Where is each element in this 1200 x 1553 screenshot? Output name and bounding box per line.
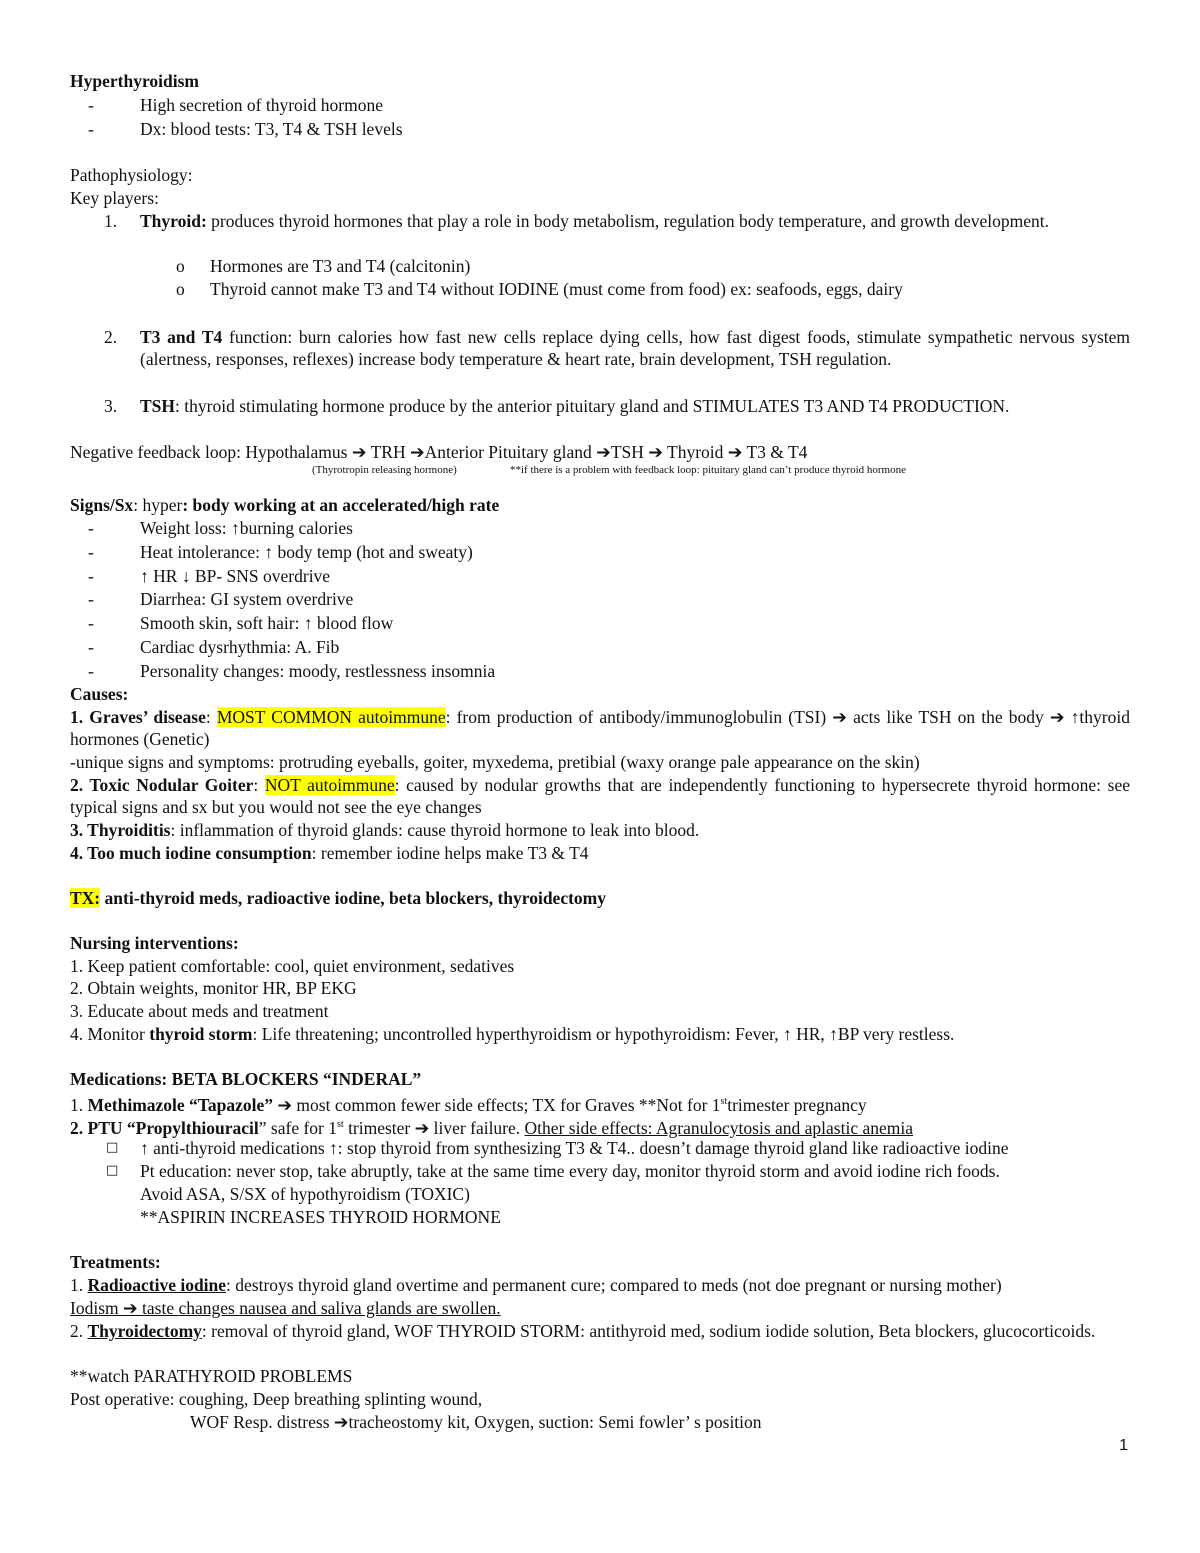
page-number: 1 (1119, 1437, 1128, 1454)
med-bullet-continued: **ASPIRIN INCREASES THYROID HORMONE (140, 1207, 501, 1227)
list-number: 2. (104, 327, 118, 347)
page-title: Hyperthyroidism (70, 71, 199, 91)
list-number: 3. (104, 396, 118, 416)
nursing-item: 3. Educate about meds and treatment (70, 1001, 329, 1021)
tx-line: TX: anti-thyroid meds, radioactive iodine, beta blockers, thyroidectomy (70, 888, 606, 908)
sub-item: Hormones are T3 and T4 (calcitonin) (210, 256, 471, 276)
cause-graves: 1. Graves’ disease: MOST COMMON autoimmune: from production of antibody/immunoglobulin (TSI) ➔ acts like TSH on the body ➔ ↑thyroid hormones (Genetic) (70, 707, 1130, 749)
nursing-heading: Nursing interventions: (70, 933, 239, 953)
treatment-watch: **watch PARATHYROID PROBLEMS (70, 1366, 353, 1386)
key-players-label: Key players: (70, 188, 159, 208)
sub-item: Thyroid cannot make T3 and T4 without IODINE (must come from food) ex: seafoods, eggs, dairy (210, 279, 903, 299)
cause-graves-extra: -unique signs and symptoms: protruding eyeballs, goiter, myxedema, pretibial (waxy orange pale appearance on the skin) (70, 752, 920, 772)
medications-heading: Medications: BETA BLOCKERS “INDERAL” (70, 1069, 422, 1089)
nursing-item: 1. Keep patient comfortable: cool, quiet environment, sedatives (70, 956, 515, 976)
key-player-t3-t4: T3 and T4 function: burn calories how fast new cells replace dying cells, how fast digest foods, stimulate sympathetic nervous system (alertness, responses, reflexes) increase body temperature & heart rate, brain development, TSH regulation. (140, 327, 1131, 369)
feedback-note-trh: (Thyrotropin releasing hormone) (312, 464, 457, 476)
bullet-marker: □ (106, 1163, 119, 1178)
treatment-thyroidectomy: 2. Thyroidectomy: removal of thyroid gland, WOF THYROID STORM: antithyroid med, sodium iodide solution, Beta blockers, glucocorticoids. (70, 1321, 1096, 1341)
sub-bullet-marker: o (176, 256, 185, 276)
list-number: 1. (104, 211, 118, 231)
key-player-tsh: TSH: thyroid stimulating hormone produce by the anterior pituitary gland and STIMULATES T3 AND T4 PRODUCTION. (140, 396, 1010, 416)
med-bullet: ↑ anti-thyroid medications ↑: stop thyroid from synthesizing T3 & T4.. doesn’t damage thyroid gland like radioactive iodine (140, 1138, 1009, 1158)
causes-heading: Causes: (70, 684, 129, 704)
treatment-postop: Post operative: coughing, Deep breathing splinting wound, (70, 1389, 483, 1409)
treatment-iodism: Iodism ➔ taste changes nausea and saliva glands are swollen. (70, 1298, 501, 1318)
cause-toxic-goiter: 2. Toxic Nodular Goiter: NOT autoimmune: caused by nodular growths that are independently functioning to hypersecrete thyroid hormone: see typical signs and sx but you would not see the eye changes (70, 775, 1130, 817)
feedback-note-problem: **if there is a problem with feedback loop: pituitary gland can’t produce thyroid hormone (510, 464, 906, 476)
signs-heading: Signs/Sx: hyper: body working at an accelerated/high rate (70, 495, 500, 515)
nursing-item: 4. Monitor thyroid storm: Life threatening; uncontrolled hyperthyroidism or hypothyroidism: Fever, ↑ HR, ↑BP very restless. (70, 1024, 955, 1044)
treatments-heading: Treatments: (70, 1252, 161, 1272)
bullet-marker: □ (106, 1140, 119, 1155)
key-player-thyroid: Thyroid: produces thyroid hormones that play a role in body metabolism, regulation body temperature, and growth development. (140, 211, 1050, 231)
med-methimazole: 1. Methimazole “Tapazole” ➔ most common fewer side effects; TX for Graves **Not for 1sttrimester pregnancy (70, 1094, 867, 1115)
nursing-item: 2. Obtain weights, monitor HR, BP EKG (70, 978, 357, 998)
treatment-wof: WOF Resp. distress ➔tracheostomy kit, Oxygen, suction: Semi fowler’ s position (190, 1412, 762, 1432)
patho-heading: Pathophysiology: (70, 165, 193, 185)
med-bullet: Pt education: never stop, take abruptly, take at the same time every day, monitor thyroid storm and avoid iodine rich foods. (140, 1161, 1000, 1181)
sub-bullet-marker: o (176, 279, 185, 299)
med-ptu: 2. PTU “Propylthiouracil” safe for 1st trimester ➔ liver failure. Other side effects: Agranulocytosis and aplastic anemia (70, 1117, 913, 1138)
cause-thyroiditis: 3. Thyroiditis: inflammation of thyroid glands: cause thyroid hormone to leak into blood. (70, 820, 700, 840)
med-bullet-continued: Avoid ASA, S/SX of hypothyroidism (TOXIC) (140, 1184, 470, 1204)
cause-iodine: 4. Too much iodine consumption: remember iodine helps make T3 & T4 (70, 843, 589, 863)
feedback-loop: Negative feedback loop: Hypothalamus ➔ TRH ➔Anterior Pituitary gland ➔TSH ➔ Thyroid ➔ T3 & T4 (70, 442, 808, 462)
treatment-radioactive-iodine: 1. Radioactive iodine: destroys thyroid gland overtime and permanent cure; compared to meds (not doe pregnant or nursing mother) (70, 1275, 1002, 1295)
